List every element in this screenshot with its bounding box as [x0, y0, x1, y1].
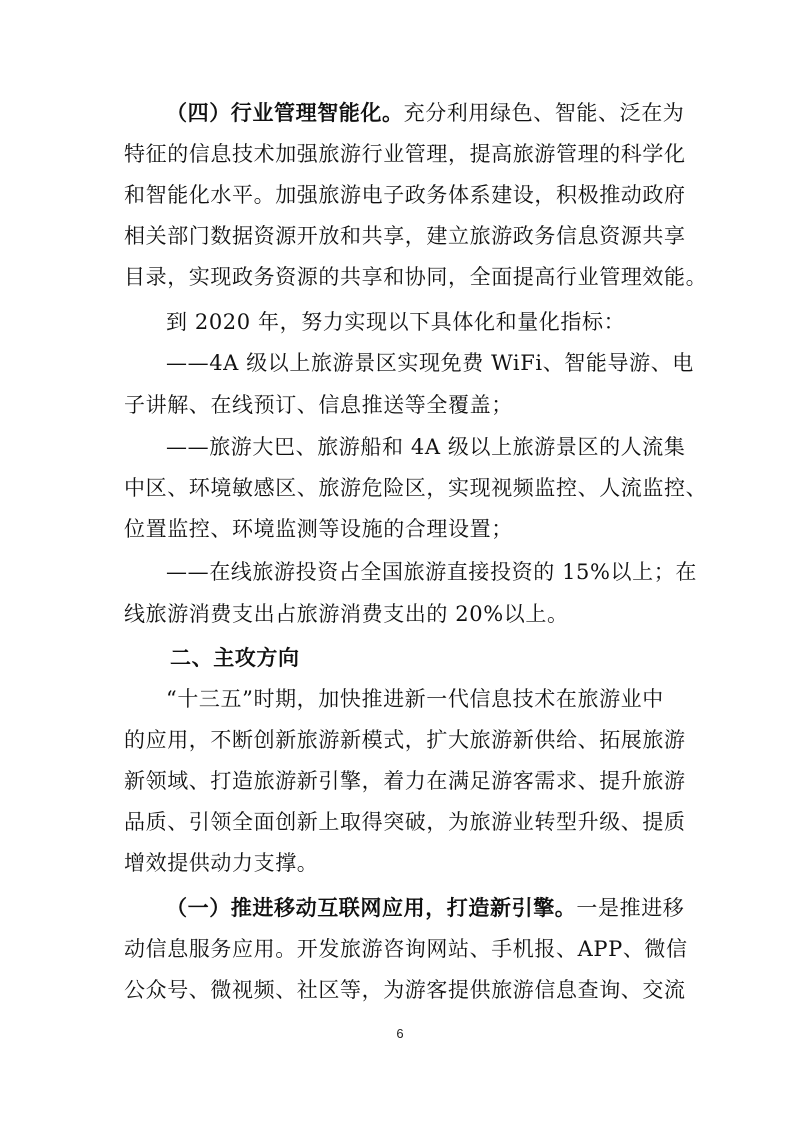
subsection-heading: （一）推进移动互联网应用，打造新引擎。 — [166, 896, 577, 920]
paragraph-line: ——旅游大巴、旅游船和 4A 级以上旅游景区的人流集 — [166, 435, 686, 459]
paragraph-line: 子讲解、在线预订、信息推送等全覆盖； — [124, 393, 513, 417]
paragraph-line: 目录，实现政务资源的共享和协同，全面提高行业管理效能。 — [124, 265, 708, 289]
paragraph-line: 动信息服务应用。开发旅游咨询网站、手机报、APP、微信 — [124, 937, 688, 961]
section-heading: 二、主攻方向 — [170, 646, 300, 670]
paragraph-line: 的应用，不断创新旅游新模式，扩大旅游新供给、拓展旅游 — [124, 728, 686, 752]
paragraph-line — [166, 893, 686, 923]
paragraph-line: 和智能化水平。加强旅游电子政务体系建设，积极推动政府 — [124, 183, 686, 207]
paragraph-line: ——在线旅游投资占全国旅游直接投资的 15%以上；在 — [166, 560, 697, 584]
paragraph-line: 新领域、打造旅游新引擎，着力在满足游客需求、提升旅游 — [124, 769, 686, 793]
body-text: 充分利用绿色、智能、泛在为 — [403, 101, 685, 125]
paragraph-line: 公众号、微视频、社区等，为游客提供旅游信息查询、交流 — [124, 978, 686, 1002]
paragraph-line: 特征的信息技术加强旅游行业管理，提高旅游管理的科学化 — [124, 142, 686, 166]
page-number: 6 — [396, 1026, 404, 1041]
paragraph-line: “十三五”时期，加快推进新一代信息技术在旅游业中 — [166, 687, 664, 711]
paragraph-line: 品质、引领全面创新上取得突破，为旅游业转型升级、提质 — [124, 810, 686, 834]
paragraph-line: ——4A 级以上旅游景区实现免费 WiFi、智能导游、电 — [166, 351, 694, 375]
subsection-heading: （四）行业管理智能化。 — [166, 101, 404, 125]
paragraph-line: 到 2020 年，努力实现以下具体化和量化指标： — [166, 310, 626, 334]
paragraph-line: 线旅游消费支出占旅游消费支出的 20%以上。 — [124, 602, 569, 626]
paragraph-line: 相关部门数据资源开放和共享，建立旅游政务信息资源共享 — [124, 224, 686, 248]
paragraph-line: 增效提供动力支撑。 — [124, 851, 319, 875]
paragraph-line: 中区、环境敏感区、旅游危险区，实现视频监控、人流监控、 — [124, 476, 708, 500]
paragraph-line — [166, 98, 686, 128]
paragraph-line: 位置监控、环境监测等设施的合理设置； — [124, 517, 513, 541]
body-text: 一是推进移 — [576, 896, 685, 920]
